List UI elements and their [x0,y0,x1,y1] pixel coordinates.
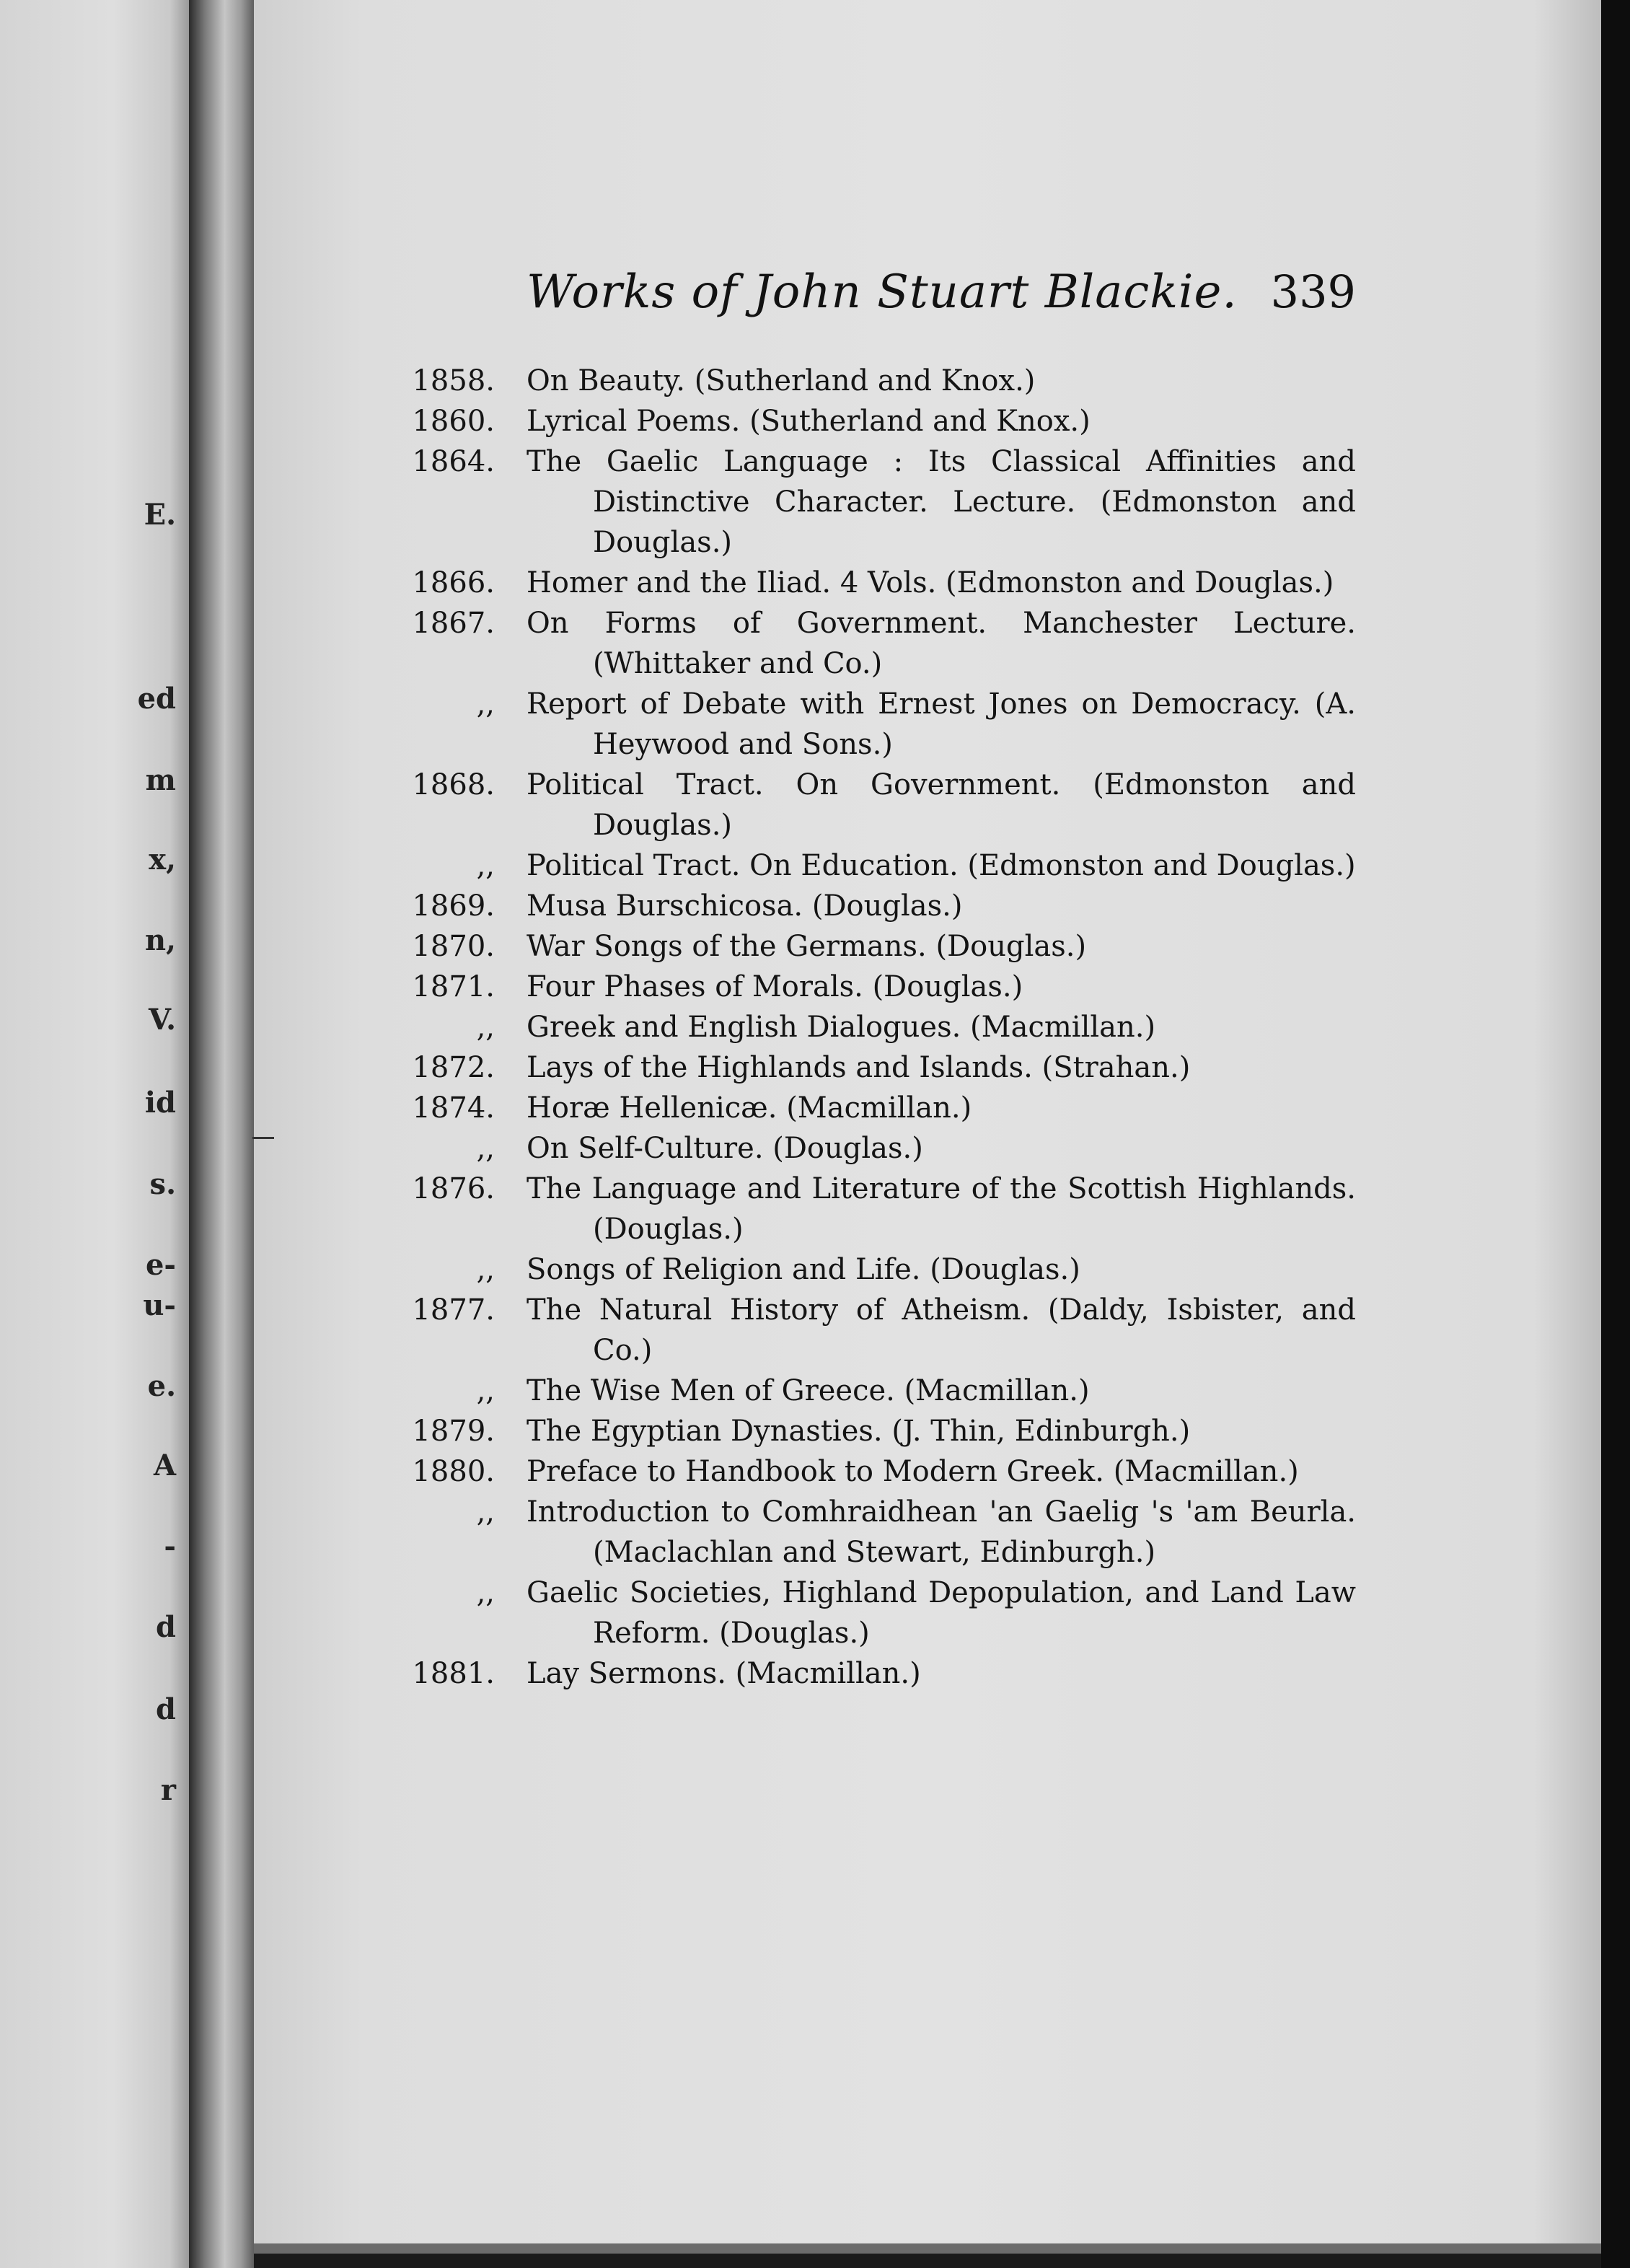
entry-year: ,, [476,1132,495,1165]
entry-text: Four Phases of Morals. (Douglas.) [527,970,1023,1003]
entry-year: 1876. [412,1172,495,1205]
entry-year: 1870. [412,930,495,963]
bibliography-entry [404,886,1356,926]
entry-text: The Natural History of Atheism. (Daldy, Isbister, and Co.) [527,1293,1356,1367]
entry-year: ,, [476,1576,495,1609]
bibliography-entry [404,1411,1356,1451]
entry-text: The Egyptian Dynasties. (J. Thin, Edinburgh.) [527,1415,1191,1448]
left-margin-fragment: V. [149,1003,176,1037]
left-margin-fragment: - [164,1529,176,1563]
left-margin-fragment: d [156,1692,176,1726]
entry-text: Lays of the Highlands and Islands. (Strahan.) [527,1051,1191,1084]
bibliography-entry [404,1290,1356,1371]
bibliography-entry [404,1451,1356,1492]
bibliography-entry [404,1007,1356,1047]
left-margin-fragment: s. [149,1167,176,1201]
entry-text: Lay Sermons. (Macmillan.) [527,1657,921,1690]
running-title: Works of John Stuart Blackie. [527,265,1238,319]
entry-year: 1881. [412,1657,495,1690]
entry-text: Political Tract. On Government. (Edmonston and Douglas.) [527,768,1356,842]
entry-text: Introduction to Comhraidhean 'an Gaelig 's 'am Beurla. (Maclachlan and Stewart, Edinburgh.) [527,1495,1356,1569]
bibliography-entry [404,401,1356,441]
entry-text: Lyrical Poems. (Sutherland and Knox.) [527,405,1091,438]
entry-text: Gaelic Societies, Highland Depopulation, and Land Law Reform. (Douglas.) [527,1576,1356,1650]
left-margin-fragment: E. [144,498,176,532]
entry-year: ,, [476,1374,495,1407]
scan-border [1601,0,1630,2268]
entry-year: 1864. [412,445,495,478]
entry-text: The Wise Men of Greece. (Macmillan.) [527,1374,1090,1407]
left-margin-fragment: r [160,1773,176,1807]
left-margin-fragment: ed [137,682,176,716]
entry-year: ,, [476,1011,495,1044]
bibliography-entry [404,1653,1356,1694]
entry-text: Preface to Handbook to Modern Greek. (Macmillan.) [527,1455,1299,1488]
entry-year: 1858. [412,364,495,397]
entry-year: ,, [476,849,495,882]
entry-text: Songs of Religion and Life. (Douglas.) [527,1253,1080,1286]
entry-text: Horæ Hellenicæ. (Macmillan.) [527,1091,972,1125]
left-margin-fragment: e. [147,1369,176,1403]
entry-year: ,, [476,687,495,721]
page-number: 339 [1270,265,1356,318]
margin-mark [252,1137,274,1139]
bibliography-entry [404,1128,1356,1169]
bibliography-entry [404,1088,1356,1128]
entry-year: ,, [476,1253,495,1286]
entry-text: On Forms of Government. Manchester Lecture. (Whittaker and Co.) [527,607,1356,680]
bibliography-entry [404,361,1356,401]
entry-text: Greek and English Dialogues. (Macmillan.) [527,1011,1156,1044]
bibliography-entry [404,765,1356,845]
left-margin-fragment: A [153,1449,176,1482]
entry-year: 1879. [412,1415,495,1448]
entry-text: Report of Debate with Ernest Jones on Democracy. (A. Heywood and Sons.) [527,687,1356,761]
entry-text: On Self-Culture. (Douglas.) [527,1132,923,1165]
entry-year: 1877. [412,1293,495,1327]
entry-text: War Songs of the Germans. (Douglas.) [527,930,1087,963]
left-margin-fragment: n, [144,923,176,957]
page-header [317,265,1356,319]
entry-text: On Beauty. (Sutherland and Knox.) [527,364,1036,397]
entry-year: ,, [476,1495,495,1529]
bibliography-entry [404,845,1356,886]
bibliography-entry [404,441,1356,563]
entry-text: Homer and the Iliad. 4 Vols. (Edmonston and Douglas.) [527,566,1334,599]
entry-text: The Gaelic Language : Its Classical Affinities and Distinctive Character. Lecture. (Edmonston and Douglas.) [527,445,1356,559]
left-margin-fragment: u- [143,1288,176,1322]
entry-year: 1872. [412,1051,495,1084]
bibliography-list [404,361,1356,1694]
bibliography-entry [404,1492,1356,1573]
bibliography-entry [404,1249,1356,1290]
left-margin-fragment: d [156,1610,176,1644]
entry-text: Political Tract. On Education. (Edmonston and Douglas.) [527,849,1356,882]
bibliography-entry [404,967,1356,1007]
entry-year: 1868. [412,768,495,801]
bibliography-entry [404,563,1356,603]
entry-year: 1866. [412,566,495,599]
bibliography-entry [404,926,1356,967]
bibliography-entry [404,1047,1356,1088]
entry-year: 1860. [412,405,495,438]
bibliography-entry [404,603,1356,684]
bibliography-entry [404,1169,1356,1249]
entry-year: 1869. [412,889,495,923]
entry-year: 1871. [412,970,495,1003]
entry-year: 1874. [412,1091,495,1125]
entry-year: 1867. [412,607,495,640]
left-margin-fragment: e- [145,1248,176,1282]
bibliography-entry [404,1371,1356,1411]
left-margin-fragment: id [144,1086,176,1120]
left-page-edge [0,0,189,2268]
entry-year: 1880. [412,1455,495,1488]
entry-text: The Language and Literature of the Scottish Highlands. (Douglas.) [527,1172,1356,1246]
entry-text: Musa Burschicosa. (Douglas.) [527,889,963,923]
left-margin-fragment: m [145,763,176,797]
book-spine [189,0,254,2268]
bibliography-entry [404,1573,1356,1653]
bibliography-entry [404,684,1356,765]
left-margin-fragment: x, [149,843,176,876]
